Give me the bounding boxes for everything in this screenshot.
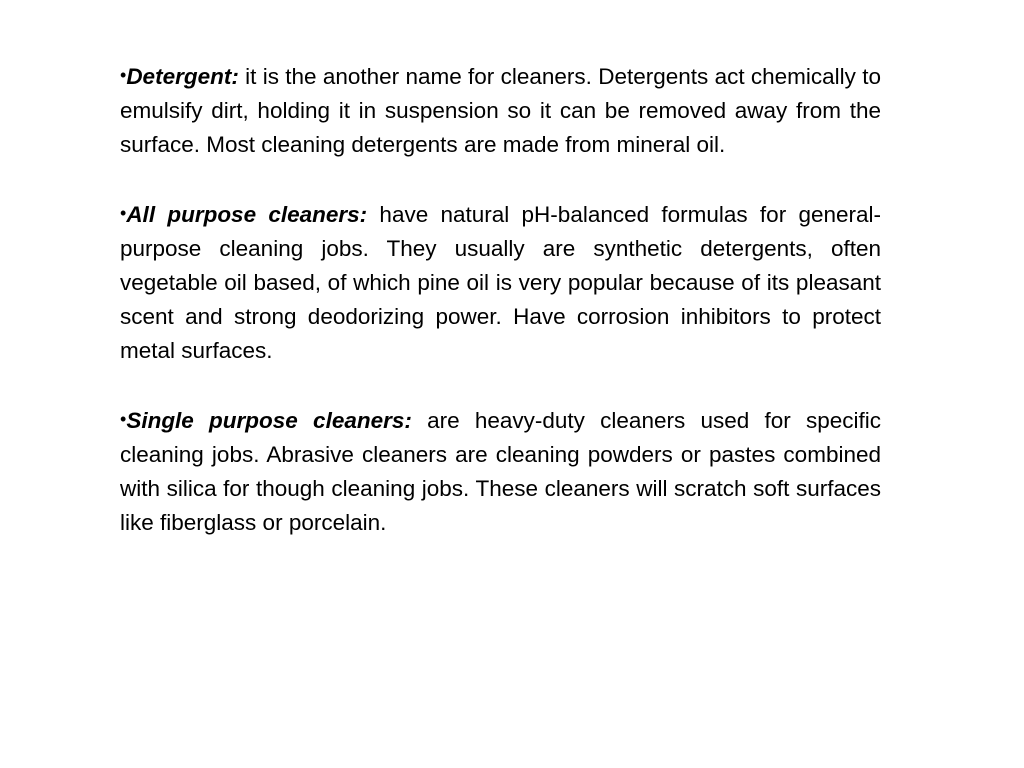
term-description: are heavy-duty cleaners used for specific cleaning jobs. Abrasive cleaners are cleaning powders or pastes combined with silica for though cleaning jobs. These cleaners will scratch soft surfaces like fiberglass or porcelain. [120,408,881,535]
term-label: Single purpose cleaners: [126,408,412,433]
bullet-item-all-purpose-cleaners [120,196,881,368]
bullet-icon: • [120,409,127,429]
bullet-item-detergent [120,58,881,162]
bullet-icon: • [120,203,127,223]
slide-body [120,58,881,574]
term-description: have natural pH-balanced formulas for general-purpose cleaning jobs. They usually are synthetic detergents, often vegetable oil based, of which pine oil is very popular because of its pleasant scent and strong deodorizing power. Have corrosion inhibitors to protect metal surfaces. [120,202,882,363]
term-label: All purpose cleaners: [126,202,368,227]
bullet-icon: • [120,65,127,85]
term-label: Detergent: [126,64,239,89]
term-description: it is the another name for cleaners. Detergents act chemically to emulsify dirt, holding it in suspension so it can be removed away from the surface. Most cleaning detergents are made from mineral oil. [120,64,881,157]
bullet-item-single-purpose-cleaners [120,402,881,540]
